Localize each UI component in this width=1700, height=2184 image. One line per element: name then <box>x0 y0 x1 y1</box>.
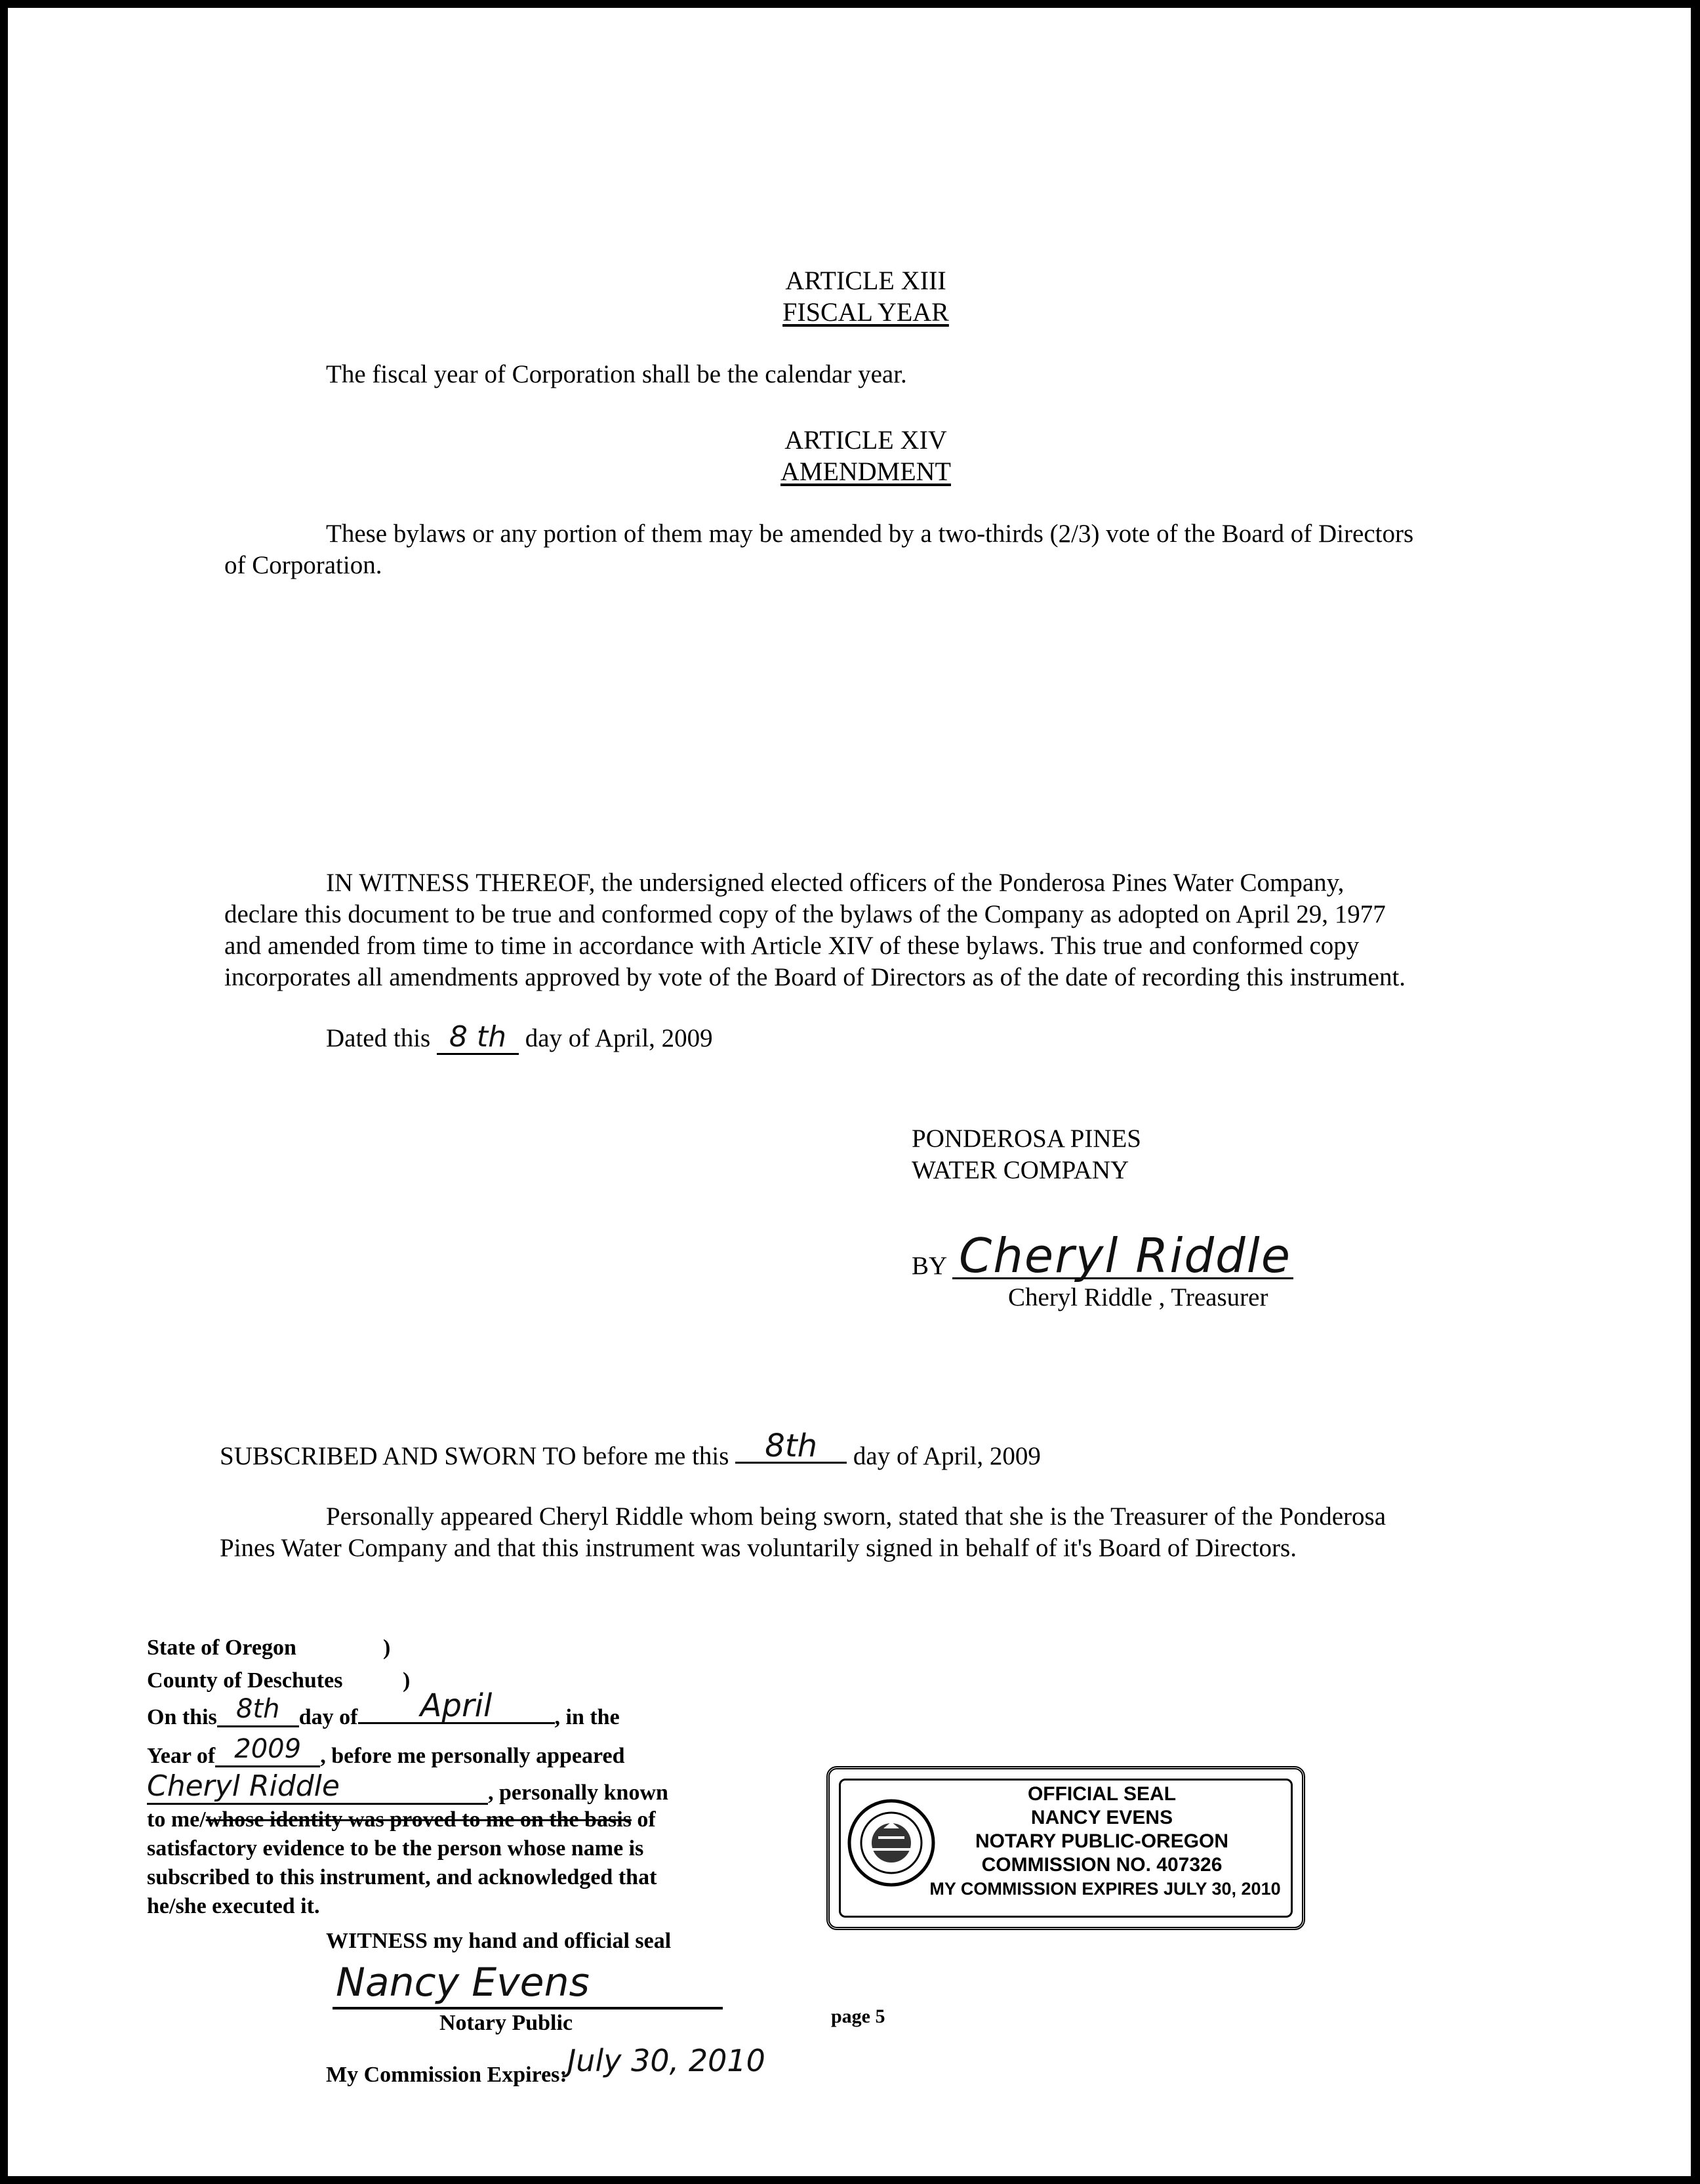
appeared-line-1: Personally appeared Cheryl Riddle whom being sworn, stated that she is the Treasurer of the Ponderosa <box>326 1502 1386 1531</box>
sworn-suffix: day of April, 2009 <box>853 1442 1041 1470</box>
article-13-title: FISCAL YEAR <box>782 297 949 327</box>
dated-prefix: Dated this <box>326 1024 431 1052</box>
witness-line-1: IN WITNESS THEREOF, the undersigned elected officers of the Ponderosa Pines Water Company, <box>326 869 1345 897</box>
article-14-heading: ARTICLE XIV <box>784 425 947 455</box>
notary-county-paren: ) <box>403 1668 411 1693</box>
notary-day-handwritten: 8th <box>217 1693 299 1727</box>
dated-day-handwritten: 8 th <box>437 1021 519 1055</box>
notary-line-to-me <box>147 1803 656 1836</box>
seal-line-name: NANCY EVENS <box>1030 1807 1173 1828</box>
article-13-text: The fiscal year of Corporation shall be the calendar year. <box>326 360 907 388</box>
treasurer-signature: Cheryl Riddle <box>959 1228 1292 1283</box>
notary-month-handwritten: April <box>358 1689 555 1724</box>
article-13-heading: ARTICLE XIII <box>785 266 946 295</box>
year-of-label: Year of <box>147 1744 216 1768</box>
company-name-line1: PONDEROSA PINES <box>912 1124 1141 1153</box>
article-14-text-line2: of Corporation. <box>224 551 382 579</box>
commission-date-handwritten: July 30, 2010 <box>567 2043 765 2078</box>
notary-state: State of Oregon <box>147 1636 296 1660</box>
notary-year-line <box>147 1734 625 1773</box>
notary-person-handwritten: Cheryl Riddle <box>147 1770 488 1805</box>
document-page <box>8 8 1691 2176</box>
in-the-label: , in the <box>554 1705 620 1729</box>
notary-public-label: Notary Public <box>439 2011 573 2035</box>
witness-line-2: declare this document to be true and conformed copy of the bylaws of the Company as adopted on April 29, 1977 <box>224 900 1386 928</box>
sworn-day-handwritten: 8th <box>735 1430 847 1464</box>
article-14-title: AMENDMENT <box>780 457 951 486</box>
commission-expires-line <box>326 2043 765 2091</box>
personally-known-label: , personally known <box>488 1781 668 1805</box>
notary-year-handwritten: 2009 <box>215 1733 320 1767</box>
seal-line-notary-public: NOTARY PUBLIC-OREGON <box>975 1830 1229 1852</box>
dated-line <box>326 1021 713 1055</box>
of-text: of <box>631 1807 656 1832</box>
struck-text: whose identity was proved to me on the basis <box>205 1807 632 1832</box>
notary-witness-seal: WITNESS my hand and official seal <box>326 1929 672 1953</box>
company-name-line2: WATER COMPANY <box>912 1156 1129 1184</box>
notary-state-paren: ) <box>383 1636 391 1660</box>
state-seal-emblem-icon <box>845 1797 937 1889</box>
on-this-label: On this <box>147 1705 217 1729</box>
seal-line-expires: MY COMMISSION EXPIRES JULY 30, 2010 <box>929 1879 1281 1899</box>
notary-line-satisfactory: satisfactory evidence to be the person whose name is <box>147 1836 644 1861</box>
by-label: BY <box>912 1252 948 1280</box>
notary-signature: Nancy Evens <box>336 1960 590 2006</box>
appeared-line-2: Pines Water Company and that this instrument was voluntarily signed in behalf of it's Board of Directors. <box>220 1534 1297 1562</box>
notary-line-subscribed: subscribed to this instrument, and acknowledged that <box>147 1865 657 1889</box>
notary-on-this-line <box>147 1687 620 1734</box>
witness-line-3: and amended from time to time in accordance with Article XIV of these bylaws. This true and conformed copy <box>224 932 1360 960</box>
article-14-text-line1: These bylaws or any portion of them may be amended by a two-thirds (2/3) vote of the Board of Directors <box>326 520 1414 548</box>
witness-line-4: incorporates all amendments approved by vote of the Board of Directors as of the date of recording this instrument. <box>224 963 1406 991</box>
official-seal-stamp <box>826 1766 1305 1930</box>
page-number: page 5 <box>831 2006 885 2027</box>
notary-county: County of Deschutes <box>147 1668 343 1693</box>
seal-line-commission-no: COMMISSION NO. 407326 <box>981 1854 1223 1876</box>
sworn-line <box>220 1428 1041 1472</box>
dated-suffix: day of April, 2009 <box>525 1024 713 1052</box>
to-me-text: to me/ <box>147 1807 206 1832</box>
commission-label: My Commission Expires: <box>326 2063 567 2087</box>
sworn-prefix: SUBSCRIBED AND SWORN TO before me this <box>220 1442 729 1470</box>
treasurer-printed-name: Cheryl Riddle , Treasurer <box>1008 1283 1268 1311</box>
before-me-label: , before me personally appeared <box>320 1744 625 1768</box>
seal-line-official-seal: OFFICIAL SEAL <box>1027 1783 1177 1805</box>
notary-line-he-she: he/she executed it. <box>147 1894 320 1918</box>
day-of-label: day of <box>298 1705 358 1729</box>
